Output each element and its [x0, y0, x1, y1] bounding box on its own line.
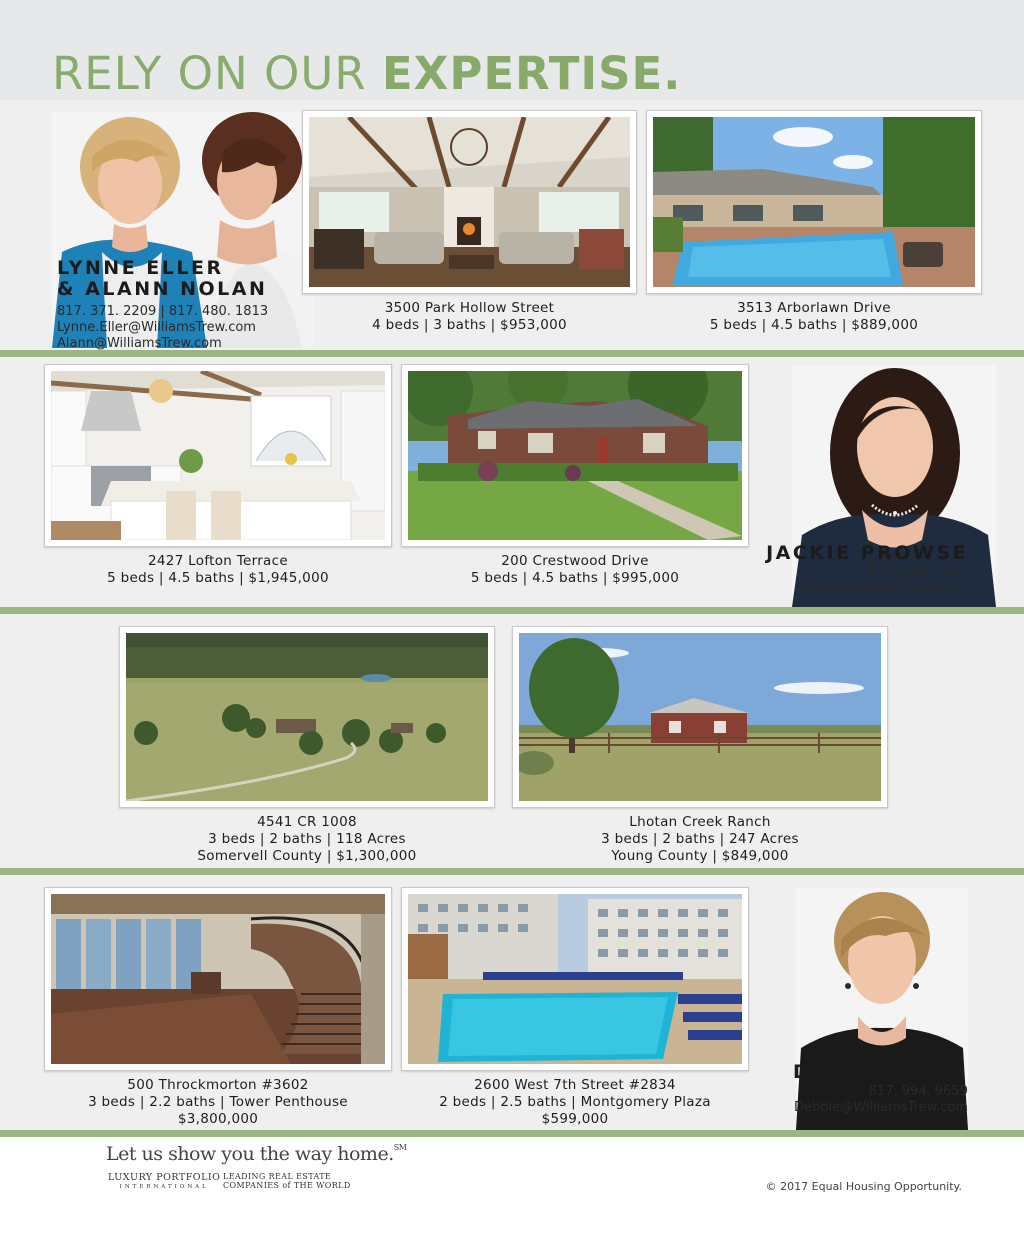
- agent-eller-nolan: [57, 258, 268, 352]
- title-bold: EXPERTISE.: [381, 47, 682, 100]
- listing-caption: [302, 300, 637, 334]
- listing-address: Lhotan Creek Ranch: [629, 814, 771, 830]
- logo-text: LUXURY PORTFOLIO: [108, 1172, 221, 1183]
- listing-photo-living-room[interactable]: [302, 110, 637, 294]
- listing-extra: $3,800,000: [177, 1111, 259, 1127]
- listing-photo-aerial-ranch[interactable]: [119, 626, 495, 808]
- listing-address: 3513 Arborlawn Drive: [737, 300, 891, 316]
- agent-name: LYNNE ELLER: [57, 257, 224, 279]
- section-divider: [0, 1130, 1024, 1137]
- listing-details: 5 beds | 4.5 baths | $995,000: [470, 570, 680, 586]
- listing-address: 2427 Lofton Terrace: [148, 553, 288, 569]
- logo-line: COMPANIES of THE WORLD: [223, 1181, 351, 1190]
- service-mark: SM: [393, 1143, 407, 1152]
- listing-address: 200 Crestwood Drive: [501, 553, 649, 569]
- tagline: [106, 1143, 406, 1165]
- listing-extra: Young County | $849,000: [611, 848, 789, 864]
- section-divider: [0, 868, 1024, 875]
- listing-photo-ranch-house[interactable]: [512, 626, 888, 808]
- listing-photo-plaza-pool[interactable]: [401, 887, 749, 1071]
- agent-email[interactable]: Debbie@WilliamsTrew.com: [794, 1100, 968, 1115]
- listing-caption: [119, 814, 495, 865]
- listing-caption: [512, 814, 888, 865]
- section-divider: [0, 607, 1024, 614]
- listing-caption: [401, 1077, 749, 1128]
- listing-details: 4 beds | 3 baths | $953,000: [372, 317, 567, 333]
- agent-name: & ALANN NOLAN: [57, 278, 268, 300]
- agent-hunn: [793, 1062, 968, 1116]
- listing-details: 5 beds | 4.5 baths | $889,000: [709, 317, 919, 333]
- listing-details: 3 beds | 2 baths | 118 Acres: [208, 831, 406, 847]
- logo-line: LEADING REAL ESTATE: [223, 1172, 332, 1181]
- listing-photo-kitchen[interactable]: [44, 364, 392, 547]
- listing-details: 2 beds | 2.5 baths | Montgomery Plaza: [439, 1094, 711, 1110]
- page-title: [52, 48, 681, 100]
- listing-address: 3500 Park Hollow Street: [384, 300, 555, 316]
- listing-photo-brick-house[interactable]: [401, 364, 749, 547]
- listing-details: 5 beds | 4.5 baths | $1,945,000: [107, 570, 329, 586]
- agent-email[interactable]: Lynne.Eller@WilliamsTrew.com: [57, 320, 256, 335]
- listing-extra: $599,000: [541, 1111, 609, 1127]
- tagline-text: Let us show you the way home.: [106, 1143, 394, 1165]
- listing-extra: Somervell County | $1,300,000: [197, 848, 417, 864]
- listing-details: 3 beds | 2.2 baths | Tower Penthouse: [88, 1094, 348, 1110]
- listing-address: 4541 CR 1008: [257, 814, 357, 830]
- listing-address: 2600 West 7th Street #2834: [474, 1077, 676, 1093]
- agent-prowse: [766, 543, 968, 597]
- listing-caption: [401, 553, 749, 587]
- leading-real-estate-logo: [223, 1172, 351, 1190]
- listing-caption: [646, 300, 982, 334]
- agent-email[interactable]: Jackie@WilliamsTrew.com: [802, 581, 968, 596]
- listing-caption: [44, 1077, 392, 1128]
- luxury-portfolio-logo: [108, 1172, 220, 1190]
- title-light: RELY ON OUR: [52, 47, 382, 100]
- listing-photo-pool-house[interactable]: [646, 110, 982, 294]
- agent-name: JACKIE PROWSE: [766, 542, 968, 564]
- agent-name: DEBBIE HUNN: [792, 1061, 968, 1083]
- agent-phone[interactable]: 817. 994. 9659: [868, 1084, 968, 1099]
- listing-details: 3 beds | 2 baths | 247 Acres: [601, 831, 799, 847]
- copyright-notice: © 2017 Equal Housing Opportunity.: [765, 1180, 962, 1193]
- agent-phone[interactable]: 817. 688. 1477: [868, 565, 968, 580]
- listing-address: 500 Throckmorton #3602: [127, 1077, 309, 1093]
- listing-photo-penthouse[interactable]: [44, 887, 392, 1071]
- agent-phone[interactable]: 817. 371. 2209 | 817. 480. 1813: [57, 304, 269, 319]
- logo-subtext: INTERNATIONAL: [119, 1184, 209, 1190]
- listing-caption: [44, 553, 392, 587]
- agent-email[interactable]: Alann@WilliamsTrew.com: [57, 336, 222, 351]
